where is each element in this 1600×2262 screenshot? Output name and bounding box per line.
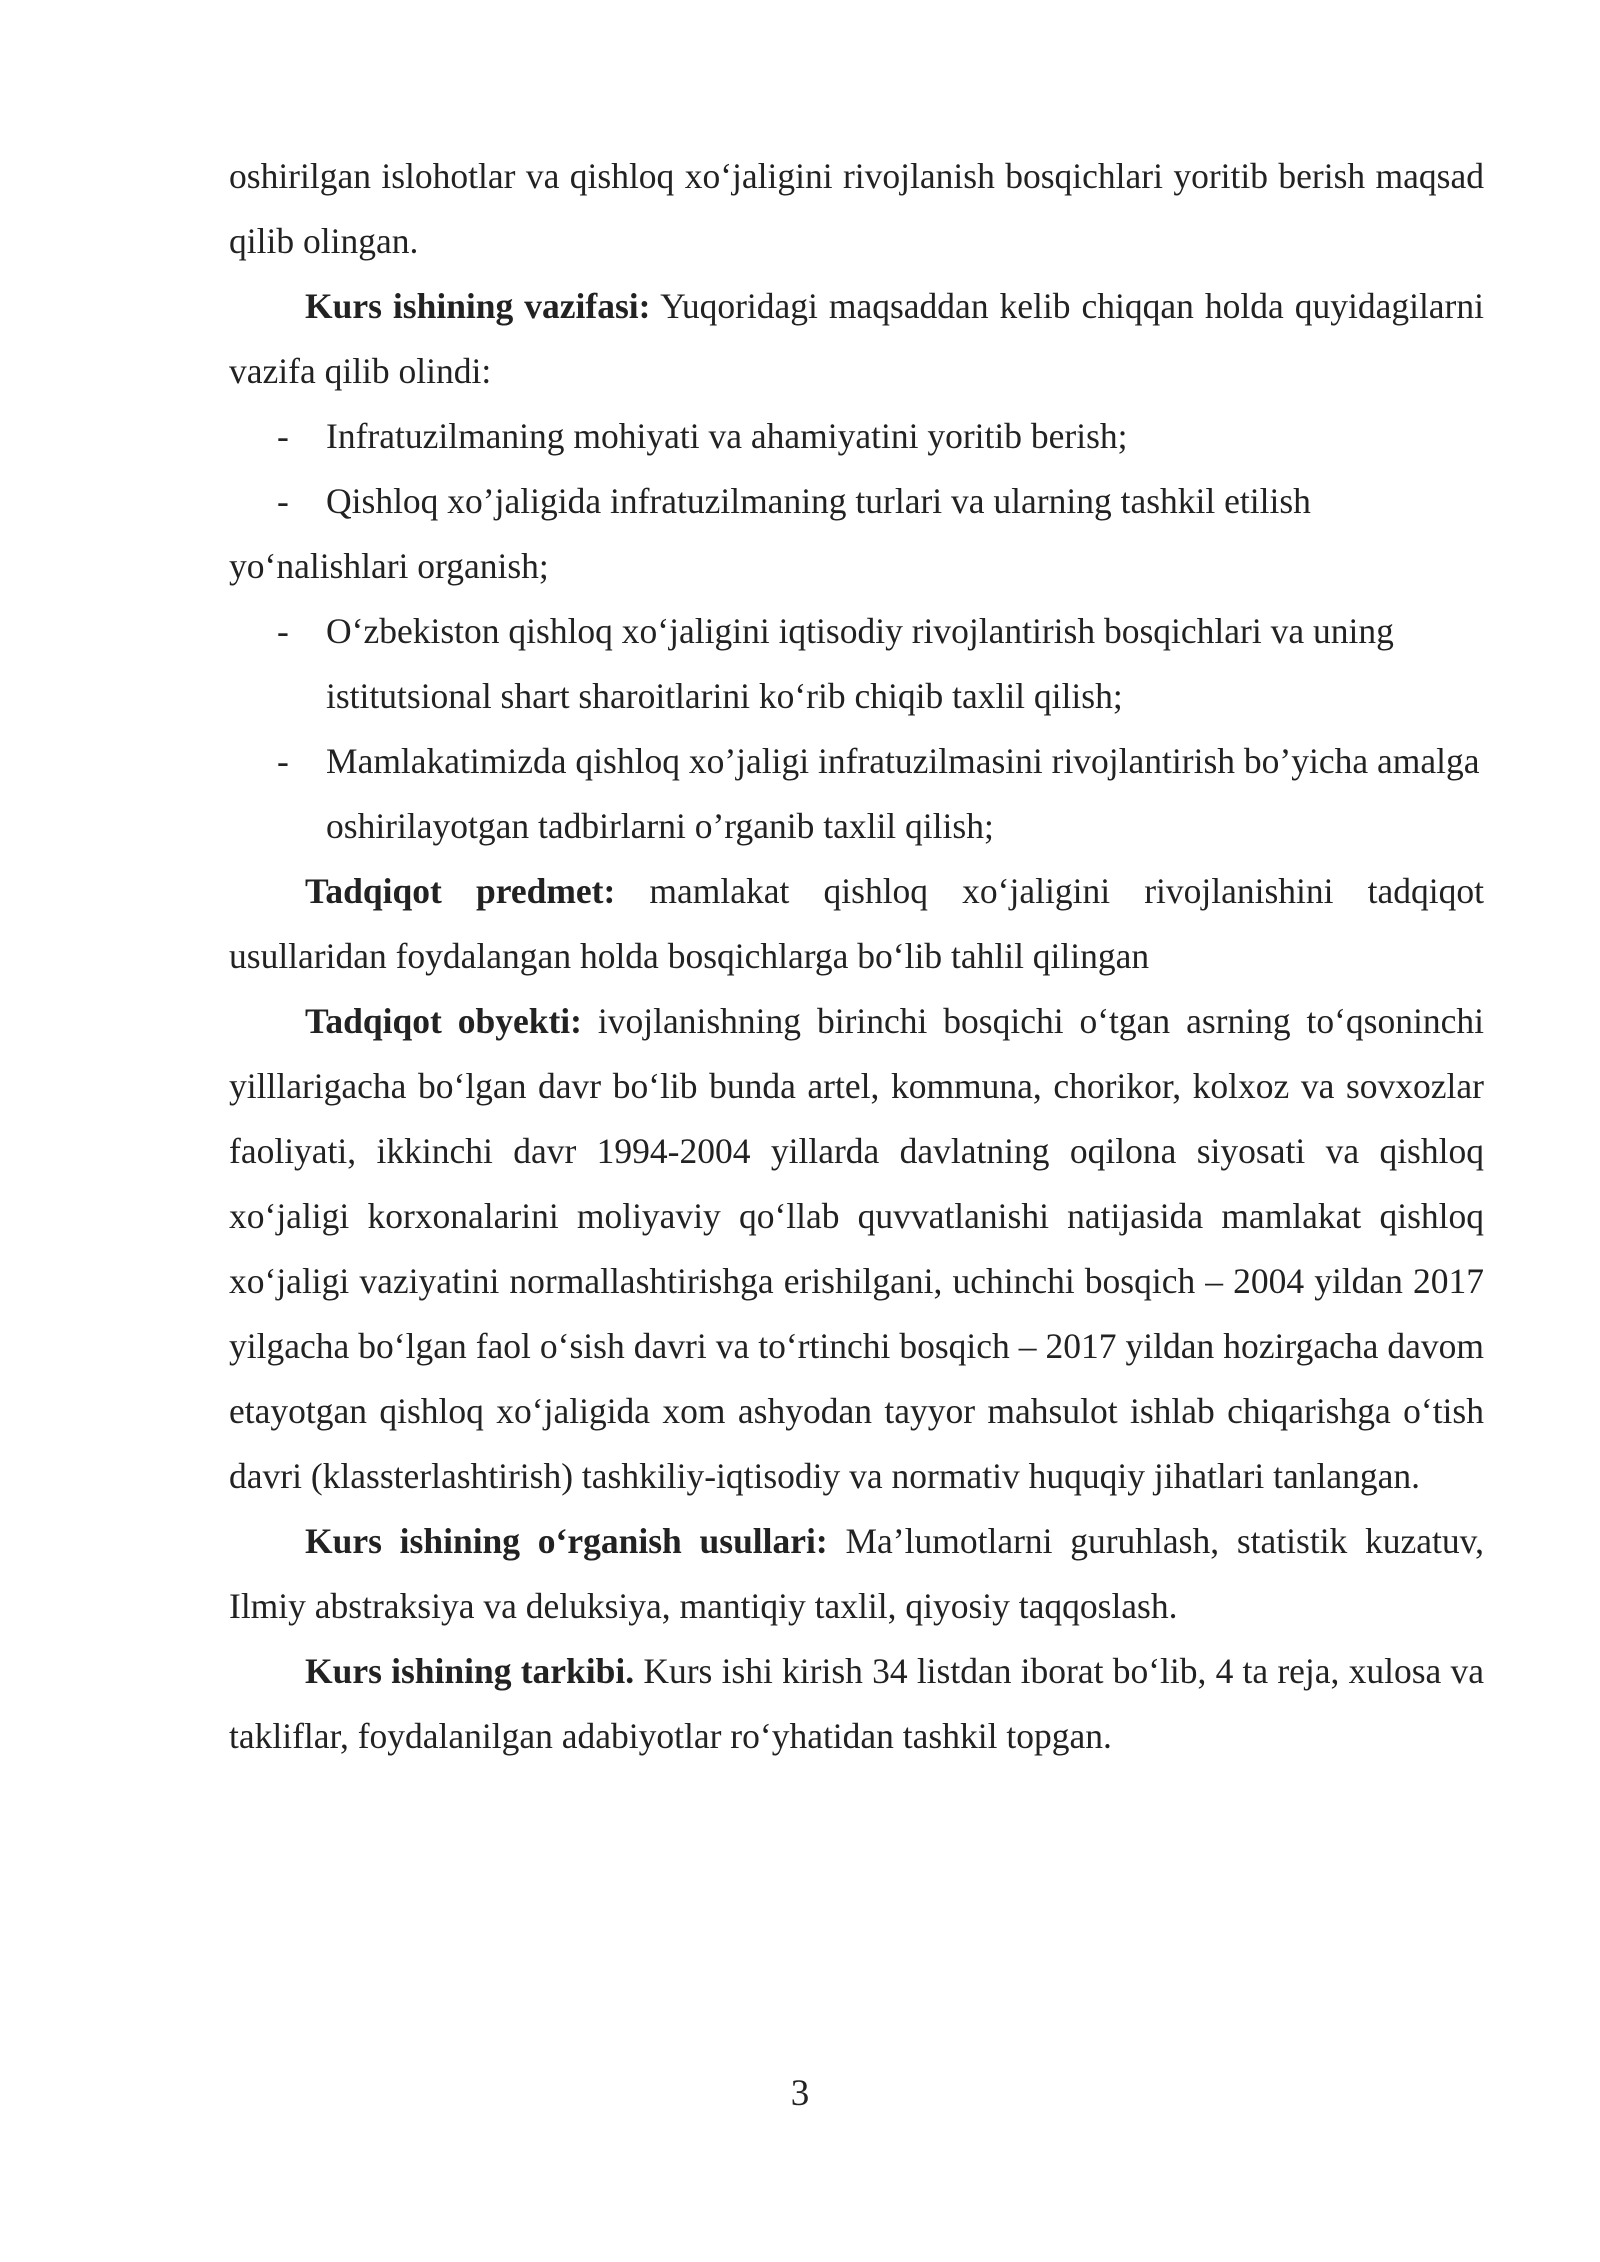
object-text: ivojlanishning birinchi bosqichi o‘tgan asrning to‘qsoninchi yilllarigacha bo‘lgan davr bo‘lib bunda artel, kommuna, chorikor, kolxoz va sovxozlar faoliyati, ikkinchi davr 1994-2004 yillarda davlatning oqilona siyosati va qishloq xo‘jaligi korxonalarini moliyaviy qo‘llab quvvatlanishi natijasida mamlakat qishloq xo‘jaligi vaziyatini normallashtirishga erishilgani, uchinchi bosqich – 2004 yildan 2017 yilgacha bo‘lgan faol o‘sish davri va to‘rtinchi bosqich – 2017 yildan hozirgacha davom etayotgan qishloq xo‘jaligida xom ashyodan tayyor mahsulot ishlab chiqarishga o‘tish davri (klassterlashtirish) tashkiliy-iqtisodiy va normativ huquqiy jihatlari tanlangan. (229, 1001, 1484, 1496)
page-number: 3 (790, 2073, 810, 2114)
methods-label: Kurs ishining o‘rganish usullari: (305, 1521, 828, 1561)
list-item (229, 599, 1484, 729)
list-dash: - (277, 481, 289, 521)
structure-text: Kurs ishi kirish 34 listdan iborat bo‘lib, 4 ta reja, xulosa va takliflar, foydalanilgan adabiyotlar ro‘yhatidan tashkil topgan. (229, 1651, 1485, 1756)
structure-paragraph (229, 1639, 1484, 1769)
subject-paragraph (229, 859, 1484, 989)
object-label: Tadqiqot obyekti: (305, 1001, 582, 1041)
list-dash: - (277, 741, 289, 781)
intro-continuation-paragraph: oshirilgan islohotlar va qishloq xo‘jaligini rivojlanish bosqichlari yoritib berish maqsad qilib olingan. (229, 156, 1484, 261)
list-item-text: Infratuzilmaning mohiyati va ahamiyatini yoritib berish; (326, 416, 1128, 456)
list-dash: - (277, 416, 289, 456)
tasks-text: Yuqoridagi maqsaddan kelib chiqqan holda quyidagilarni vazifa qilib olindi: (229, 286, 1484, 391)
tasks-paragraph (229, 274, 1484, 404)
list-item (229, 729, 1484, 859)
structure-label: Kurs ishining tarkibi. (305, 1651, 635, 1691)
list-item (229, 404, 1484, 469)
list-item-text: O‘zbekiston qishloq xo‘jaligini iqtisodiy rivojlantirish bosqichlari va uning istitutsional shart sharoitlarini ko‘rib chiqib taxlil qilish; (326, 611, 1394, 716)
methods-text: Ma’lumotlarni guruhlash, statistik kuzatuv, Ilmiy abstraksiya va deluksiya, mantiqiy taxlil, qiyosiy taqqoslash. (229, 1521, 1484, 1626)
list-item (229, 469, 1484, 599)
subject-label: Tadqiqot predmet: (305, 871, 616, 911)
tasks-list (229, 404, 1484, 859)
subject-text: mamlakat qishloq xo‘jaligini rivojlanishini tadqiqot usullaridan foydalangan holda bosqichlarga bo‘lib tahlil qilingan (229, 871, 1484, 976)
object-paragraph (229, 989, 1484, 1509)
tasks-label: Kurs ishining vazifasi: (305, 286, 651, 326)
list-item-text: Qishloq xo’jaligida infratuzilmaning turlari va ularning tashkil etilish yo‘nalishlari organish; (229, 481, 1311, 586)
methods-paragraph (229, 1509, 1484, 1639)
list-dash: - (277, 611, 289, 651)
document-body (229, 144, 1484, 1769)
list-item-text: Mamlakatimizda qishloq xo’jaligi infratuzilmasini rivojlantirish bo’yicha amalga oshirilayotgan tadbirlarni o’rganib taxlil qilish; (326, 741, 1480, 846)
